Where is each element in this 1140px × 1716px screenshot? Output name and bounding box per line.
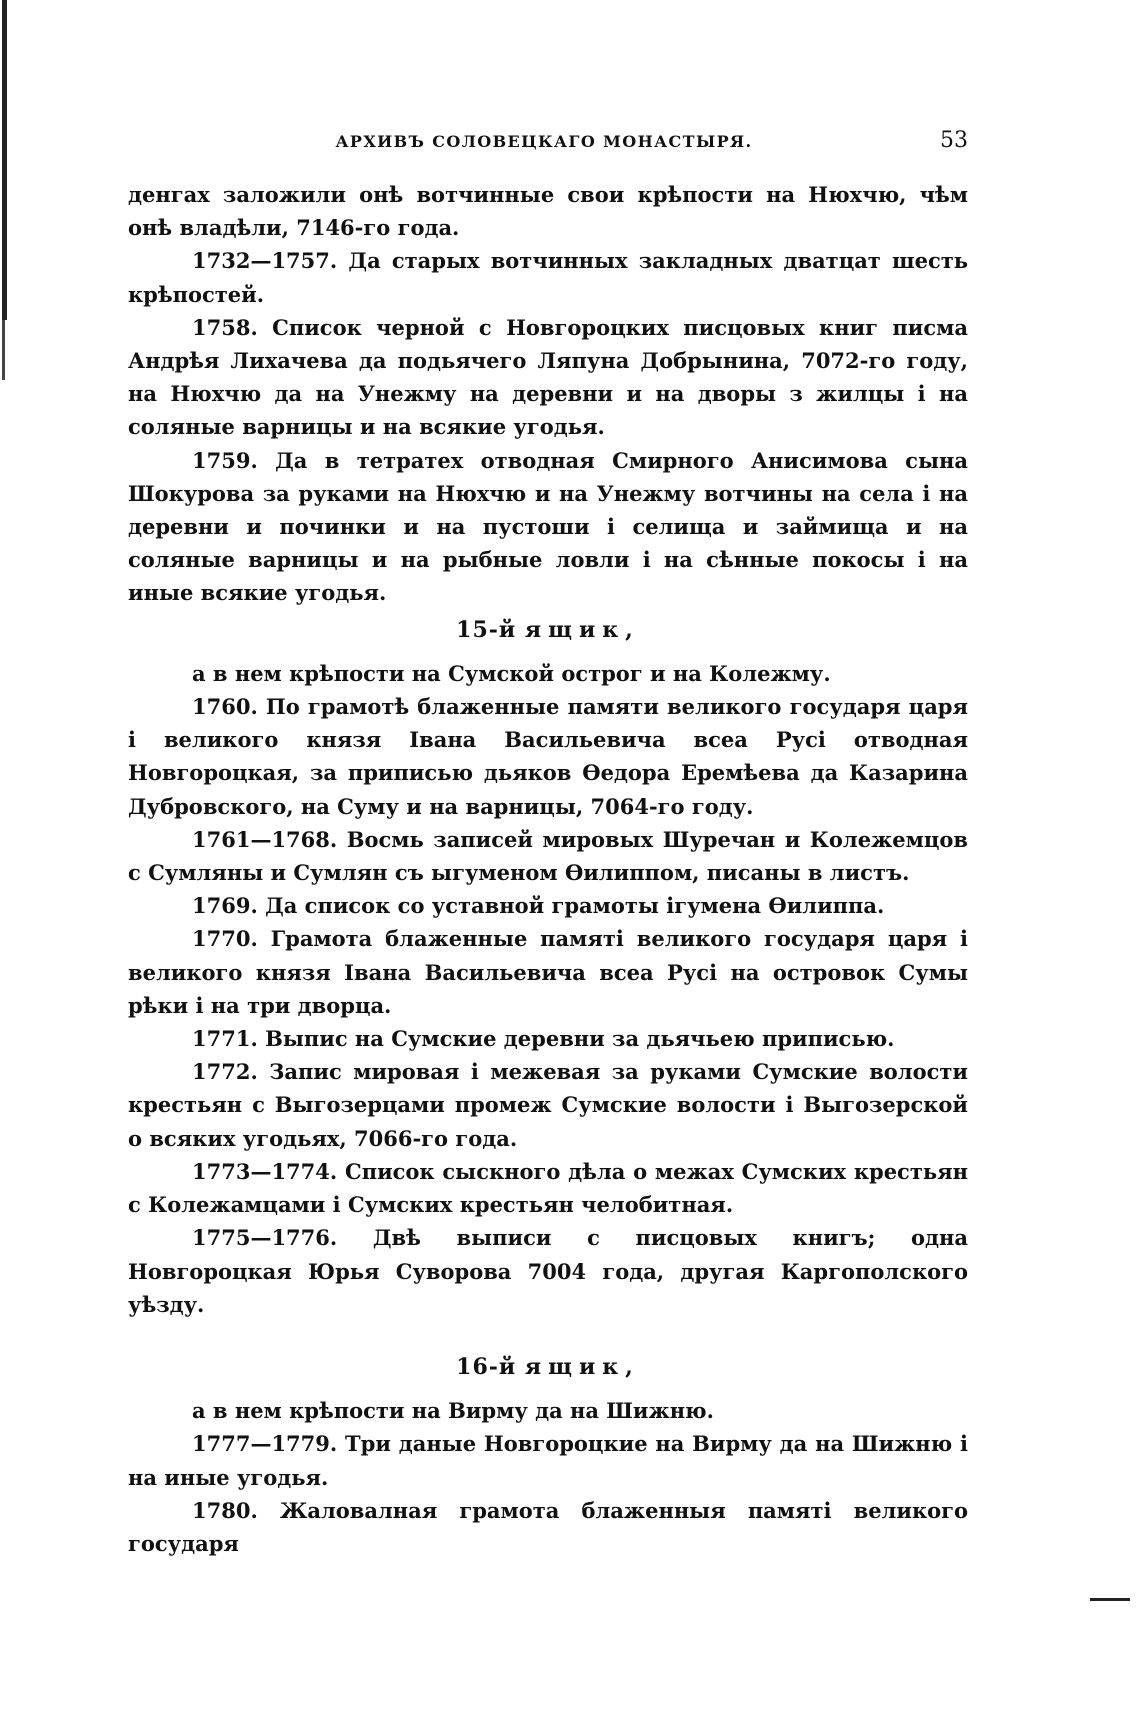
page-header <box>120 128 968 158</box>
entry-1777: 1777—1779. Три даные Новгороцкие на Вирму да на Шижню і на иные угодья. <box>128 1431 968 1490</box>
paragraph-continuation: денгах заложили онѣ вотчинные свои крѣпости на Нюхчю, чѣм онѣ владѣли, 7146-го года. <box>128 182 968 241</box>
binding-edge-line-lower <box>2 320 5 380</box>
section-heading-16 <box>128 1351 968 1384</box>
entry-1769: 1769. Да список со уставной грамоты ігумена Өилиппа. <box>192 893 885 919</box>
section-heading-15 <box>128 614 968 647</box>
page-body <box>128 178 968 1560</box>
running-title: АРХИВЪ СОЛОВЕЦКАГО МОНАСТЫРЯ. <box>335 132 753 151</box>
entry-1773: 1773—1774. Список сыскного дѣла о межах Сумских крестьян с Колежамцами і Сумских крестьян челобитная. <box>128 1158 968 1218</box>
entry-1771: 1771. Выпис на Сумские деревни за дьячьею приписью. <box>192 1026 895 1052</box>
entry-1759: 1759. Да в тетратех отводная Смирного Анисимова сына Шокурова за руками на Нюхчю и на Унежму вотчины на села і на деревни и починки и на пустоши і селища и займища и на соляные варницы и на рыбные ловли і на сѣнные покосы і на иные всякие угодья. <box>128 447 968 606</box>
entry-1761: 1761—1768. Восмь записей мировых Шуречан и Колежемцов с Сумляны и Сумлян съ ыгуменом Өилиппом, писаны в листъ. <box>128 826 968 886</box>
section-gap <box>128 1321 968 1347</box>
section-heading-16-number: 16-й <box>456 1353 517 1380</box>
margin-dash <box>1090 1598 1130 1601</box>
section-15-subtitle: а в нем крѣпости на Сумской острог и на Колежму. <box>192 660 831 686</box>
entry-1732: 1732—1757. Да старых вотчинных закладных дватцат шесть крѣпостей. <box>128 248 968 307</box>
page-number: 53 <box>940 128 968 153</box>
entry-1760: 1760. По грамотѣ блаженные памяти великого государя царя і великого князя Івана Васильевича всеа Русі отводная Новгороцкая, за приписью дьяков Өедора Еремѣева да Казарина Дубровского, на Суму и на варницы, 7064-го году. <box>128 694 968 819</box>
section-heading-15-word: ящик, <box>524 616 640 643</box>
entry-1780: 1780. Жаловалная грамота блаженныя памяті великого государя <box>128 1497 968 1556</box>
binding-edge-line <box>2 0 7 320</box>
entry-1775: 1775—1776. Двѣ выписи с писцовых книгъ; одна Новгороцкая Юрья Суворова 7004 года, другая Каргополского уѣзду. <box>128 1225 968 1317</box>
section-16-subtitle: а в нем крѣпости на Вирму да на Шижню. <box>192 1398 714 1424</box>
section-heading-15-number: 15-й <box>456 616 517 643</box>
entry-1772: 1772. Запис мировая і межевая за руками Сумские волости крестьян с Выгозерцами промеж Сумские волости і Выгозерской о всяких угодьях, 7066-го года. <box>128 1059 968 1151</box>
section-heading-16-word: ящик, <box>524 1353 640 1380</box>
entry-1758: 1758. Список черной с Новгороцких писцовых книг писма Андрѣя Лихачева да подьячего Ляпуна Добрынина, 7072-го году, на Нюхчю да на Унежму на деревни и на дворы з жилцы і на соляные варницы и на всякие угодья. <box>128 314 968 440</box>
entry-1770: 1770. Грамота блаженные памяті великого государя царя і великого князя Івана Васильевича всеа Русі на островок Сумы рѣки і на три дворца. <box>128 926 968 1018</box>
